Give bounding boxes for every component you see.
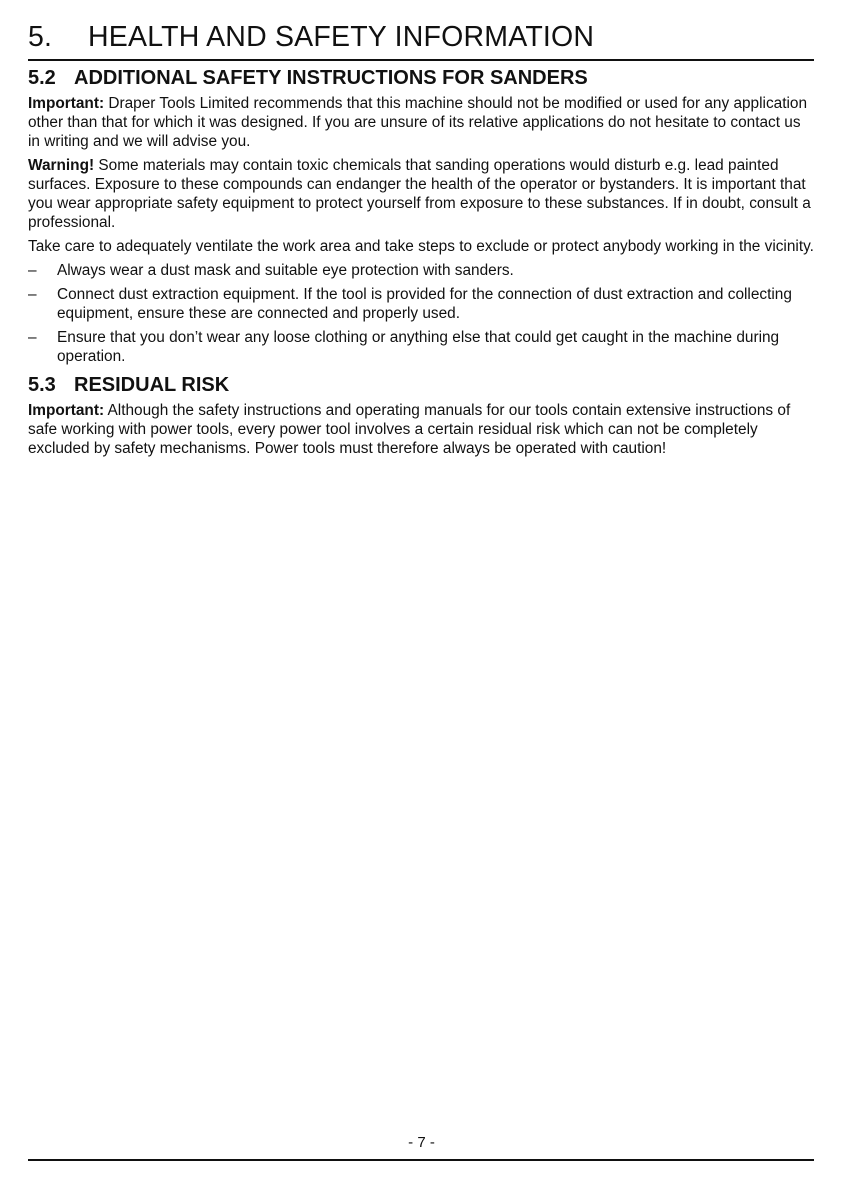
important-paragraph bbox=[28, 94, 814, 151]
dash-marker: – bbox=[28, 262, 37, 279]
chapter-title: HEALTH AND SAFETY INFORMATION bbox=[88, 21, 595, 53]
safety-bullet-list bbox=[28, 261, 814, 366]
footer-divider bbox=[28, 1159, 814, 1161]
warning-paragraph bbox=[28, 156, 814, 232]
dash-marker: – bbox=[28, 286, 37, 303]
list-item-text: Ensure that you don’t wear any loose clothing or anything else that could get caught in the machine during operation. bbox=[57, 329, 780, 365]
list-item bbox=[28, 261, 814, 280]
section-heading bbox=[28, 65, 814, 91]
list-item-text: Connect dust extraction equipment. If the tool is provided for the connection of dust extraction and collecting equipment, ensure these are connected and properly used. bbox=[57, 286, 792, 322]
section-number: 5.2 bbox=[28, 67, 56, 89]
list-item-text: Always wear a dust mask and suitable eye protection with sanders. bbox=[57, 262, 514, 279]
list-item bbox=[28, 328, 814, 366]
important-label: Important: bbox=[28, 402, 105, 419]
important-text: Although the safety instructions and operating manuals for our tools contain extensive instructions of safe working with power tools, every power tool involves a certain residual risk which can not be completely excluded by safety mechanisms. Power tools must therefore always be operated with caution! bbox=[28, 402, 791, 457]
warning-text: Some materials may contain toxic chemicals that sanding operations would disturb e.g. lead painted surfaces. Exposure to these compounds can endanger the health of the operator or bystanders. It is important that you wear appropriate safety equipment to protect yourself from exposure to these substances. If in doubt, consult a professional. bbox=[28, 157, 811, 231]
important-paragraph bbox=[28, 401, 814, 458]
warning-label: Warning! bbox=[28, 157, 95, 174]
section-number: 5.3 bbox=[28, 374, 56, 396]
ventilation-paragraph: Take care to adequately ventilate the work area and take steps to exclude or protect anybody working in the vicinity. bbox=[28, 238, 814, 255]
page-content bbox=[28, 18, 814, 463]
section-additional-safety bbox=[28, 65, 814, 366]
chapter-heading bbox=[28, 18, 814, 56]
section-title: RESIDUAL RISK bbox=[74, 374, 230, 396]
chapter-divider bbox=[28, 59, 814, 61]
section-title: ADDITIONAL SAFETY INSTRUCTIONS FOR SANDERS bbox=[74, 67, 588, 89]
important-label: Important: bbox=[28, 95, 105, 112]
section-heading bbox=[28, 372, 814, 398]
important-text: Draper Tools Limited recommends that this machine should not be modified or used for any application other than that for which it was designed. If you are unsure of its relative applications do not hesitate to contact us in writing and we will advise you. bbox=[28, 95, 808, 150]
dash-marker: – bbox=[28, 329, 37, 346]
page-number: - 7 - bbox=[408, 1134, 435, 1151]
list-item bbox=[28, 285, 814, 323]
chapter-number: 5. bbox=[28, 21, 53, 53]
section-residual-risk bbox=[28, 372, 814, 458]
